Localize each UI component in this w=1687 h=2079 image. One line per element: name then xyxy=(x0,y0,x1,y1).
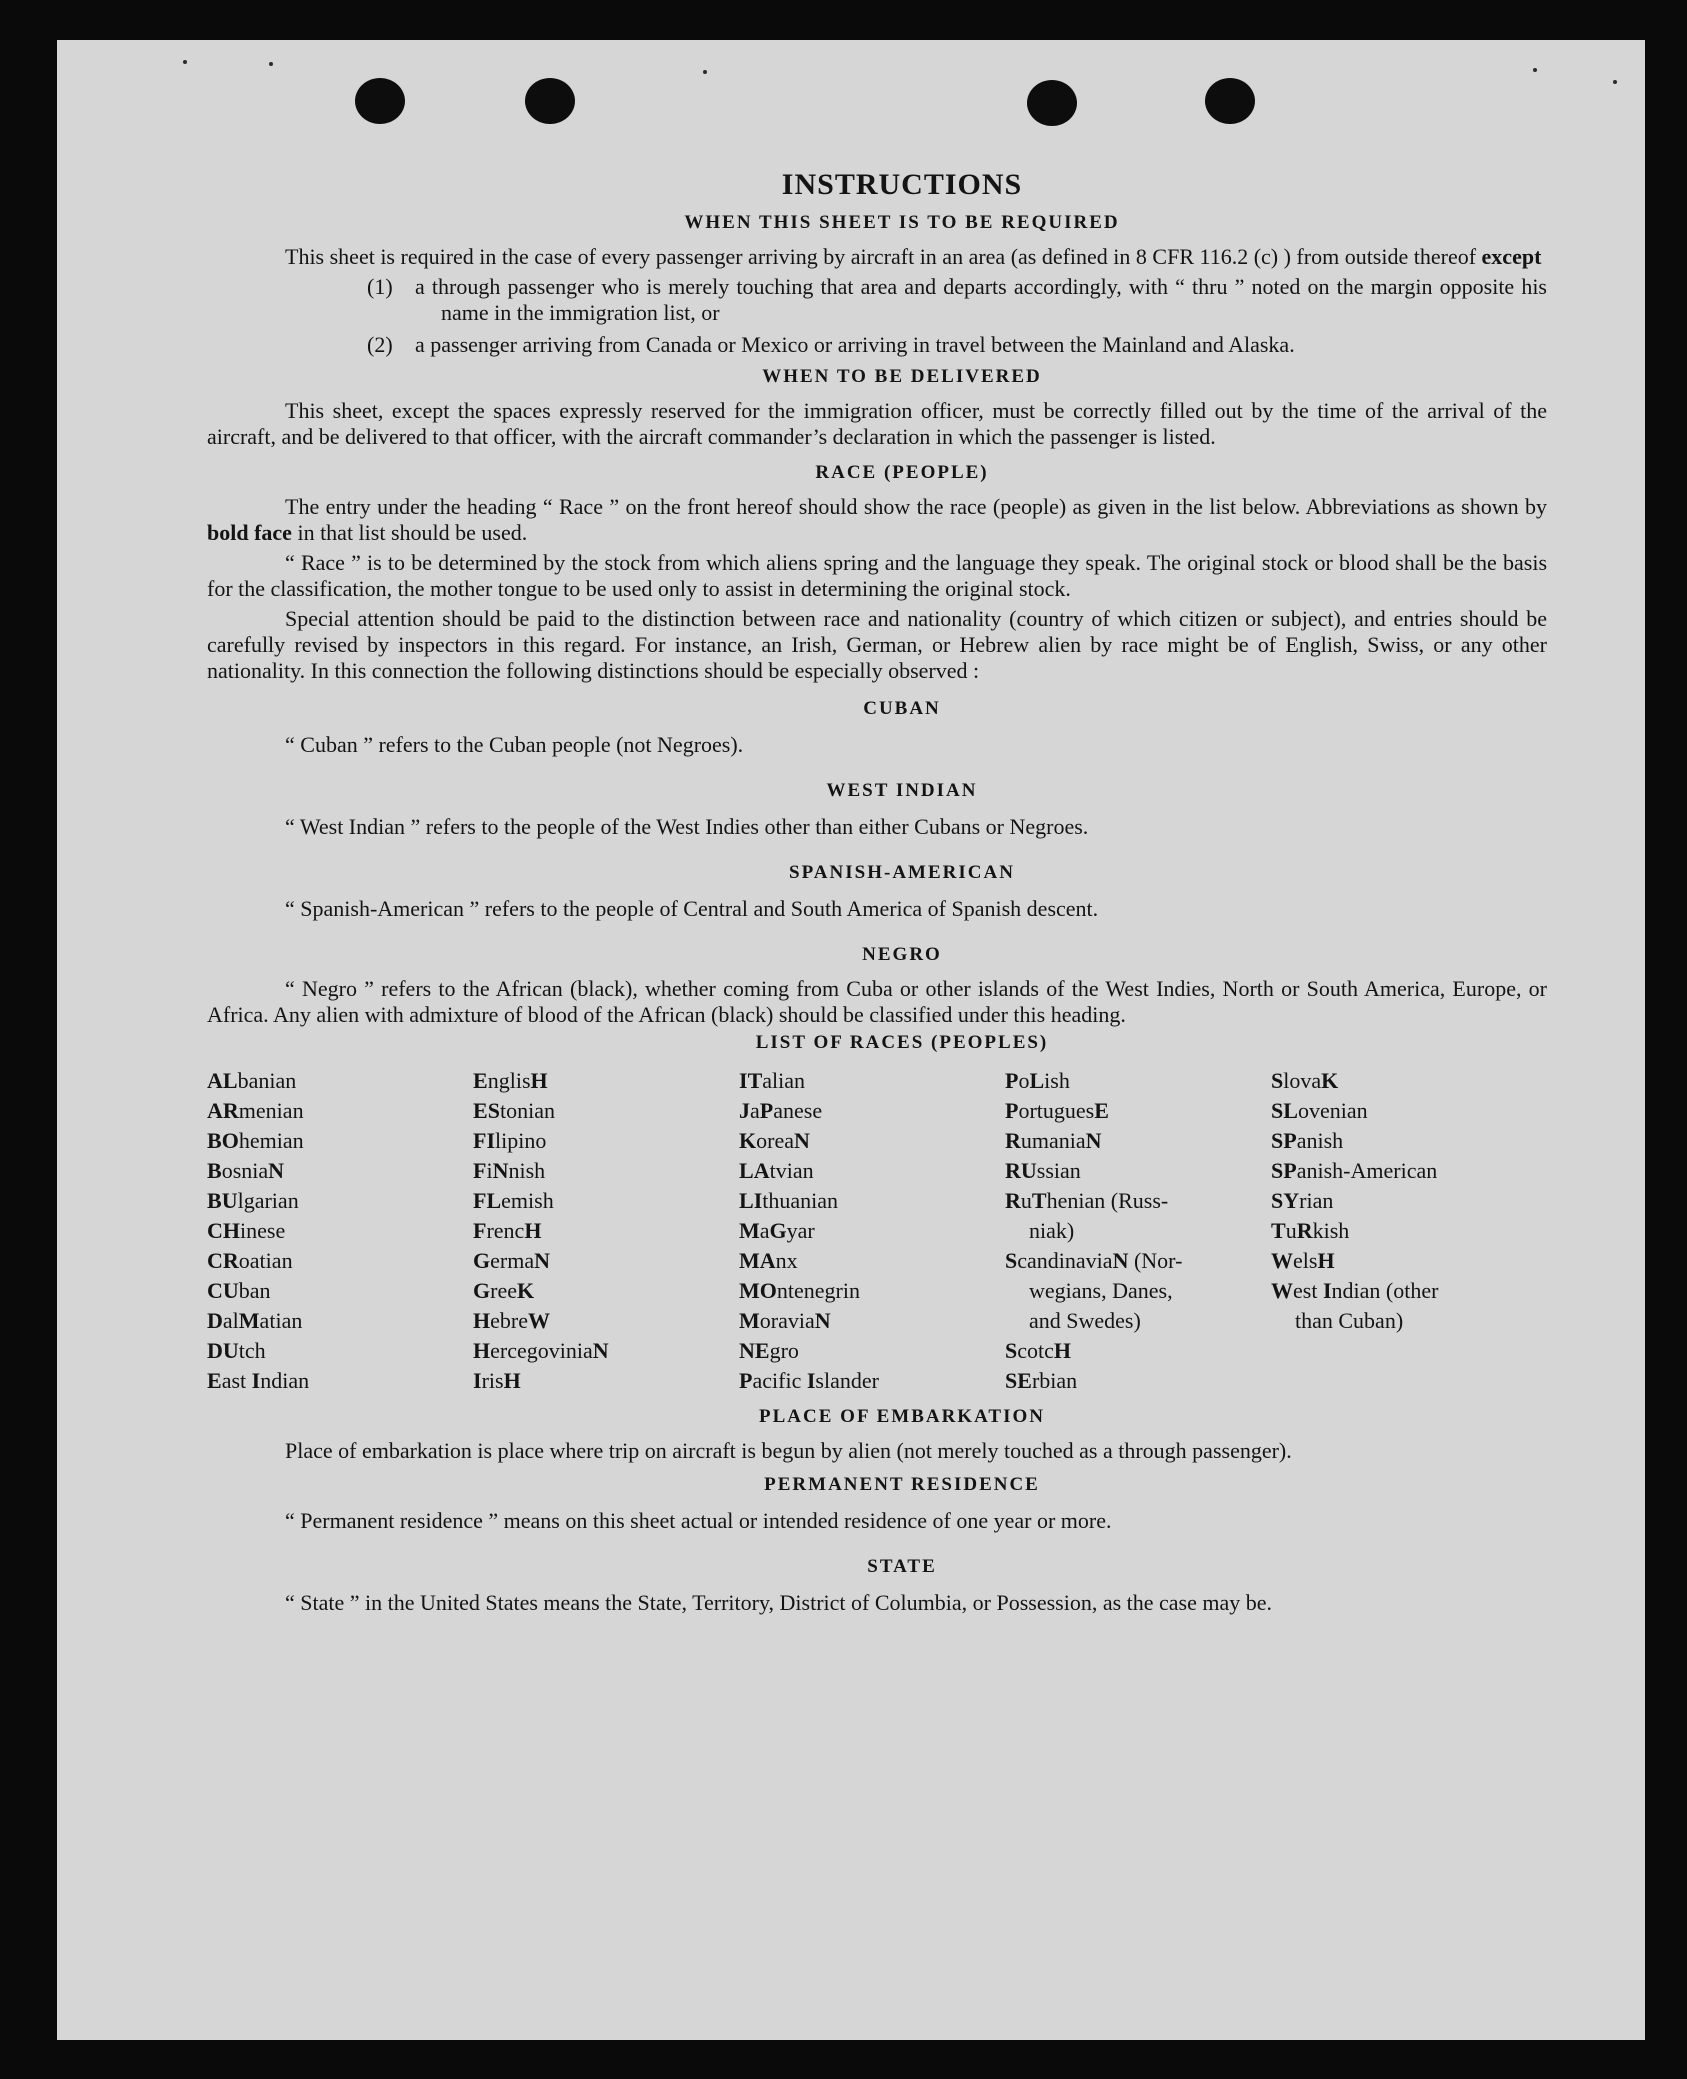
race-name: West Indian (other xyxy=(1271,1278,1439,1303)
race-name: BOhemian xyxy=(207,1128,304,1153)
race-name: SLovenian xyxy=(1271,1098,1368,1123)
race-name: JaPanese xyxy=(739,1098,823,1123)
race-name: SPanish xyxy=(1271,1128,1344,1153)
punch-hole xyxy=(1027,80,1077,126)
race-entry xyxy=(1005,1366,1271,1396)
race-entry xyxy=(473,1186,739,1216)
race-name: MOntenegrin xyxy=(739,1278,860,1303)
race-entry xyxy=(473,1366,739,1396)
paragraph: “ State ” in the United States means the State, Territory, District of Columbia, or Possession, as the case may be. xyxy=(285,1590,1273,1615)
instructions-content xyxy=(207,168,1547,1616)
race-name: SErbian xyxy=(1005,1368,1078,1393)
race-name: DUtch xyxy=(207,1338,266,1363)
race-name: CUban xyxy=(207,1278,271,1303)
section-heading: WHEN THIS SHEET IS TO BE REQUIRED xyxy=(684,212,1120,233)
race-name: ALbanian xyxy=(207,1068,297,1093)
race-entry xyxy=(739,1336,1005,1366)
race-name-continued: than Cuban) xyxy=(1295,1308,1404,1333)
race-name: WelsH xyxy=(1271,1248,1335,1273)
race-name: HebreW xyxy=(473,1308,550,1333)
race-entry xyxy=(207,1066,473,1096)
race-entry xyxy=(473,1126,739,1156)
paragraph: Special attention should be paid to the distinction between race and nationality (country of which citizen or subject), and entries should be carefully revised by inspectors in this regard. For instance, an Irish, German, or Hebrew alien by race might be of English, Swiss, or any other nationality. In this connection the following distinctions should be especially observed : xyxy=(207,606,1547,683)
race-name: ScandinaviaN (Nor- xyxy=(1005,1248,1183,1273)
section-heading: SPANISH-AMERICAN xyxy=(789,862,1015,883)
race-entry xyxy=(739,1216,1005,1246)
race-entry xyxy=(739,1366,1005,1396)
race-entry xyxy=(473,1306,739,1336)
race-entry xyxy=(739,1126,1005,1156)
race-name: East Indian xyxy=(207,1368,310,1393)
race-entry xyxy=(1271,1066,1547,1096)
race-name: CRoatian xyxy=(207,1248,293,1273)
race-name: BUlgarian xyxy=(207,1188,299,1213)
race-entry xyxy=(739,1186,1005,1216)
punch-hole xyxy=(1205,78,1255,124)
race-entry xyxy=(1005,1066,1271,1096)
race-name-continued: wegians, Danes, xyxy=(1029,1278,1173,1303)
race-name: LAtvian xyxy=(739,1158,814,1183)
race-entry xyxy=(1271,1276,1547,1336)
page-title: INSTRUCTIONS xyxy=(781,168,1023,201)
race-entry xyxy=(473,1066,739,1096)
race-name: Pacific Islander xyxy=(739,1368,879,1393)
section-heading: PLACE OF EMBARKATION xyxy=(759,1406,1045,1427)
race-name: ARmenian xyxy=(207,1098,304,1123)
race-entry xyxy=(207,1126,473,1156)
race-entry xyxy=(1271,1186,1547,1216)
race-name: FIlipino xyxy=(473,1128,547,1153)
race-name: PoLish xyxy=(1005,1068,1070,1093)
race-name: MAnx xyxy=(739,1248,798,1273)
punch-hole xyxy=(355,78,405,124)
race-name: FrencH xyxy=(473,1218,542,1243)
race-column xyxy=(1005,1066,1271,1396)
paragraph: “ Negro ” refers to the African (black), whether coming from Cuba or other islands of the West Indies, North or South America, Europe, or Africa. Any alien with admixture of blood of the African (black) should be classified under this heading. xyxy=(207,976,1547,1027)
paragraph: The entry under the heading “ Race ” on the front hereof should show the race (people) as given in the list below. Abbreviations as shown by bold face in that list should be used. xyxy=(207,494,1547,545)
race-entry xyxy=(207,1366,473,1396)
race-entry xyxy=(207,1156,473,1186)
race-name: TuRkish xyxy=(1271,1218,1350,1243)
race-entry xyxy=(473,1216,739,1246)
list-item: (1) a through passenger who is merely touching that area and departs accordingly, with “ thru ” noted on the margin opposite his name in the immigration list, or xyxy=(367,274,1547,325)
race-name: MoraviaN xyxy=(739,1308,831,1333)
race-entry xyxy=(473,1156,739,1186)
race-entry xyxy=(207,1336,473,1366)
race-column xyxy=(739,1066,1005,1396)
race-entry xyxy=(1271,1216,1547,1246)
race-name: LIthuanian xyxy=(739,1188,839,1213)
race-column xyxy=(1271,1066,1547,1396)
section-heading: LIST OF RACES (PEOPLES) xyxy=(755,1032,1049,1053)
list-item: (2) a passenger arriving from Canada or Mexico or arriving in travel between the Mainland and Alaska. xyxy=(367,332,1295,357)
section-heading: CUBAN xyxy=(863,698,941,719)
race-name: CHinese xyxy=(207,1218,286,1243)
section-heading: PERMANENT RESIDENCE xyxy=(764,1474,1040,1495)
race-name: RumaniaN xyxy=(1005,1128,1102,1153)
race-list xyxy=(207,1066,1547,1396)
race-name: ITalian xyxy=(739,1068,806,1093)
race-name: EStonian xyxy=(473,1098,555,1123)
paragraph: “ Permanent residence ” means on this sheet actual or intended residence of one year or more. xyxy=(285,1508,1112,1533)
race-entry xyxy=(1005,1186,1271,1246)
paragraph: This sheet is required in the case of every passenger arriving by aircraft in an area (as defined in 8 CFR 116.2 (c) ) from outside thereof except xyxy=(285,244,1542,269)
race-entry xyxy=(1271,1126,1547,1156)
race-entry xyxy=(1005,1246,1271,1336)
race-entry xyxy=(207,1306,473,1336)
section-heading: WHEN TO BE DELIVERED xyxy=(762,366,1042,387)
race-entry xyxy=(739,1276,1005,1306)
race-entry xyxy=(739,1096,1005,1126)
race-column xyxy=(207,1066,473,1396)
paragraph: “ Spanish-American ” refers to the people of Central and South America of Spanish descent. xyxy=(285,896,1099,921)
race-entry xyxy=(207,1096,473,1126)
race-name: NEgro xyxy=(739,1338,799,1363)
race-name-continued: and Swedes) xyxy=(1029,1308,1141,1333)
section-heading: RACE (PEOPLE) xyxy=(815,462,989,483)
race-entry xyxy=(1271,1246,1547,1276)
speck xyxy=(1613,80,1617,84)
race-name: ScotcH xyxy=(1005,1338,1072,1363)
race-entry xyxy=(473,1336,739,1366)
race-entry xyxy=(739,1306,1005,1336)
speck xyxy=(269,62,273,66)
race-entry xyxy=(473,1096,739,1126)
race-entry xyxy=(473,1276,739,1306)
race-name: PortuguesE xyxy=(1005,1098,1109,1123)
race-name: EnglisH xyxy=(473,1068,548,1093)
race-entry xyxy=(739,1156,1005,1186)
race-name: IrisH xyxy=(473,1368,521,1393)
document-page xyxy=(57,40,1645,2040)
speck xyxy=(1533,68,1537,72)
paragraph: This sheet, except the spaces expressly reserved for the immigration officer, must be correctly filled out by the time of the arrival of the aircraft, and be delivered to that officer, with the aircraft commander’s declaration in which the passenger is listed. xyxy=(207,398,1547,449)
race-name: DalMatian xyxy=(207,1308,303,1333)
race-name: FiNnish xyxy=(473,1158,546,1183)
race-name: KoreaN xyxy=(739,1128,810,1153)
race-name: MaGyar xyxy=(739,1218,815,1243)
speck xyxy=(703,70,707,74)
race-column xyxy=(473,1066,739,1396)
section-heading: NEGRO xyxy=(862,944,942,965)
race-entry xyxy=(207,1276,473,1306)
race-name: SPanish-American xyxy=(1271,1158,1438,1183)
section-heading: WEST INDIAN xyxy=(826,780,978,801)
race-name: BosniaN xyxy=(207,1158,285,1183)
race-entry xyxy=(473,1246,739,1276)
race-entry xyxy=(1005,1336,1271,1366)
race-entry xyxy=(1271,1156,1547,1186)
race-name-continued: niak) xyxy=(1029,1218,1075,1243)
race-name: RUssian xyxy=(1005,1158,1081,1183)
race-name: GreeK xyxy=(473,1278,535,1303)
race-name: SlovaK xyxy=(1271,1068,1339,1093)
paragraph: Place of embarkation is place where trip on aircraft is begun by alien (not merely touched as a through passenger). xyxy=(285,1438,1292,1463)
race-entry xyxy=(207,1246,473,1276)
paragraph: “ Race ” is to be determined by the stock from which aliens spring and the language they speak. The original stock or blood shall be the basis for the classification, the mother tongue to be used only to assist in determining the original stock. xyxy=(207,550,1547,601)
race-name: SYrian xyxy=(1271,1188,1334,1213)
race-entry xyxy=(1005,1096,1271,1126)
paragraph: “ Cuban ” refers to the Cuban people (not Negroes). xyxy=(285,732,744,757)
race-entry xyxy=(207,1216,473,1246)
race-name: FLemish xyxy=(473,1188,554,1213)
race-entry xyxy=(739,1246,1005,1276)
punch-hole xyxy=(525,78,575,124)
speck xyxy=(183,60,187,64)
section-heading: STATE xyxy=(867,1556,937,1577)
race-name: GermaN xyxy=(473,1248,550,1273)
race-entry xyxy=(207,1186,473,1216)
race-entry xyxy=(739,1066,1005,1096)
paragraph: “ West Indian ” refers to the people of the West Indies other than either Cubans or Negroes. xyxy=(285,814,1089,839)
race-entry xyxy=(1005,1126,1271,1156)
race-name: HercegoviniaN xyxy=(473,1338,609,1363)
race-name: RuThenian (Russ- xyxy=(1005,1188,1169,1213)
race-entry xyxy=(1271,1096,1547,1126)
race-entry xyxy=(1005,1156,1271,1186)
